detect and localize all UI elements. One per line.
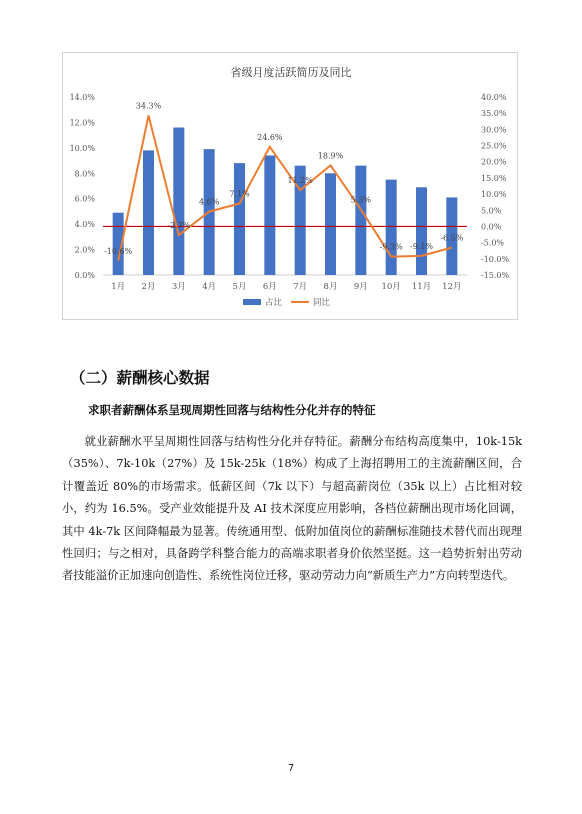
left-axis (70, 93, 96, 280)
body-paragraph: 就业薪酬水平呈周期性回落与结构性分化并存特征。薪酬分布结构高度集中，10k-15k（35%）、7k-10k（27%）及 15k-25k（18%）构成了上海招聘用工的主流薪酬区间，合计覆盖近 80%的市场需求。低薪区间（7k 以下）与超高薪岗位（35k 以上）占比相对较小，约为 16.5%。受产业效能提升及 AI 技术深度应用影响，各档位薪酬出现市场化回调，其中 4k-7k 区间降幅最为显著。传统通用型、低附加值岗位的薪酬标准随技术替代而出现理性回归；与之相对，具备跨学科整合能力的高端求职者身价依然坚挺。这一趋势折射出劳动者技能溢价正加速向创造性、系统性岗位迁移，驱动劳动力向“新质生产力”方向转型迭代。 (62, 435, 522, 583)
line-data-label: -2.7% (167, 221, 191, 231)
category-label: 11月 (411, 282, 432, 292)
left-tick-label: 0.0% (74, 271, 95, 280)
line-data-label: 34.3% (135, 101, 162, 111)
line-data-labels (104, 101, 464, 255)
category-label: 3月 (171, 282, 186, 292)
right-tick-label: 20.0% (481, 157, 507, 167)
left-tick-label: 2.0% (74, 245, 95, 255)
left-tick-label: 14.0% (69, 93, 95, 102)
page-number: 7 (287, 763, 295, 774)
line-series (118, 115, 452, 261)
line-data-label: -9.1% (409, 241, 434, 251)
line-data-label: 5.3% (350, 195, 371, 205)
bar-11月 (416, 187, 427, 275)
category-label: 8月 (323, 282, 338, 292)
right-tick-label: -5.0% (481, 238, 505, 248)
chart-title: 省级月度活跃简历及同比 (230, 66, 352, 79)
left-tick-label: 4.0% (74, 220, 95, 230)
section-heading: （二）薪酬核心数据 (70, 369, 210, 387)
bar-8月 (325, 173, 336, 275)
line-data-label: 11.2% (287, 176, 313, 186)
left-tick-label: 12.0% (69, 118, 95, 128)
right-tick-label: -15.0% (481, 271, 510, 280)
right-tick-label: 30.0% (481, 125, 507, 135)
right-axis (481, 93, 510, 280)
chart-legend (243, 297, 331, 308)
bar-6月 (264, 155, 275, 275)
line-data-label: 24.6% (257, 132, 283, 142)
right-tick-label: 15.0% (481, 173, 507, 183)
legend-label-bar: 占比 (265, 298, 283, 308)
right-tick-label: 5.0% (481, 206, 502, 216)
line-data-label: 18.9% (317, 151, 344, 161)
category-label: 9月 (353, 282, 368, 292)
bar-5月 (234, 163, 245, 275)
category-label: 12月 (442, 282, 462, 292)
legend-swatch-bar (243, 299, 261, 305)
line-yoy (118, 115, 452, 260)
category-label: 1月 (111, 282, 126, 292)
line-data-label: -6.5% (440, 233, 464, 243)
category-label: 10月 (381, 282, 401, 292)
bar-10月 (386, 180, 397, 275)
bar-2月 (143, 150, 154, 275)
bar-series (113, 128, 458, 275)
combo-chart (63, 53, 519, 321)
right-tick-label: 25.0% (481, 141, 507, 151)
category-label: 4月 (202, 282, 217, 292)
right-tick-label: 40.0% (481, 93, 507, 102)
chart-container (62, 52, 518, 320)
category-label: 6月 (262, 282, 277, 292)
right-tick-label: 35.0% (481, 109, 507, 119)
line-data-label: -10.6% (104, 246, 133, 256)
bar-3月 (173, 128, 184, 275)
right-tick-label: 0.0% (481, 222, 502, 232)
category-axis-labels (111, 282, 461, 292)
line-data-label: 4.6% (199, 197, 220, 207)
section-subheading: 求职者薪酬体系呈现周期性回落与结构性分化并存的特征 (88, 403, 376, 417)
line-data-label: 7.1% (229, 189, 250, 199)
bar-9月 (355, 166, 366, 275)
legend-label-line: 同比 (313, 298, 331, 308)
category-label: 5月 (232, 282, 247, 292)
category-label: 2月 (141, 282, 156, 292)
category-label: 7月 (293, 282, 308, 292)
right-tick-label: -10.0% (481, 254, 510, 264)
left-tick-label: 6.0% (74, 194, 95, 204)
right-tick-label: 10.0% (481, 190, 507, 200)
left-tick-label: 8.0% (74, 169, 95, 179)
line-data-label: -9.3% (379, 242, 403, 252)
left-tick-label: 10.0% (69, 143, 95, 153)
